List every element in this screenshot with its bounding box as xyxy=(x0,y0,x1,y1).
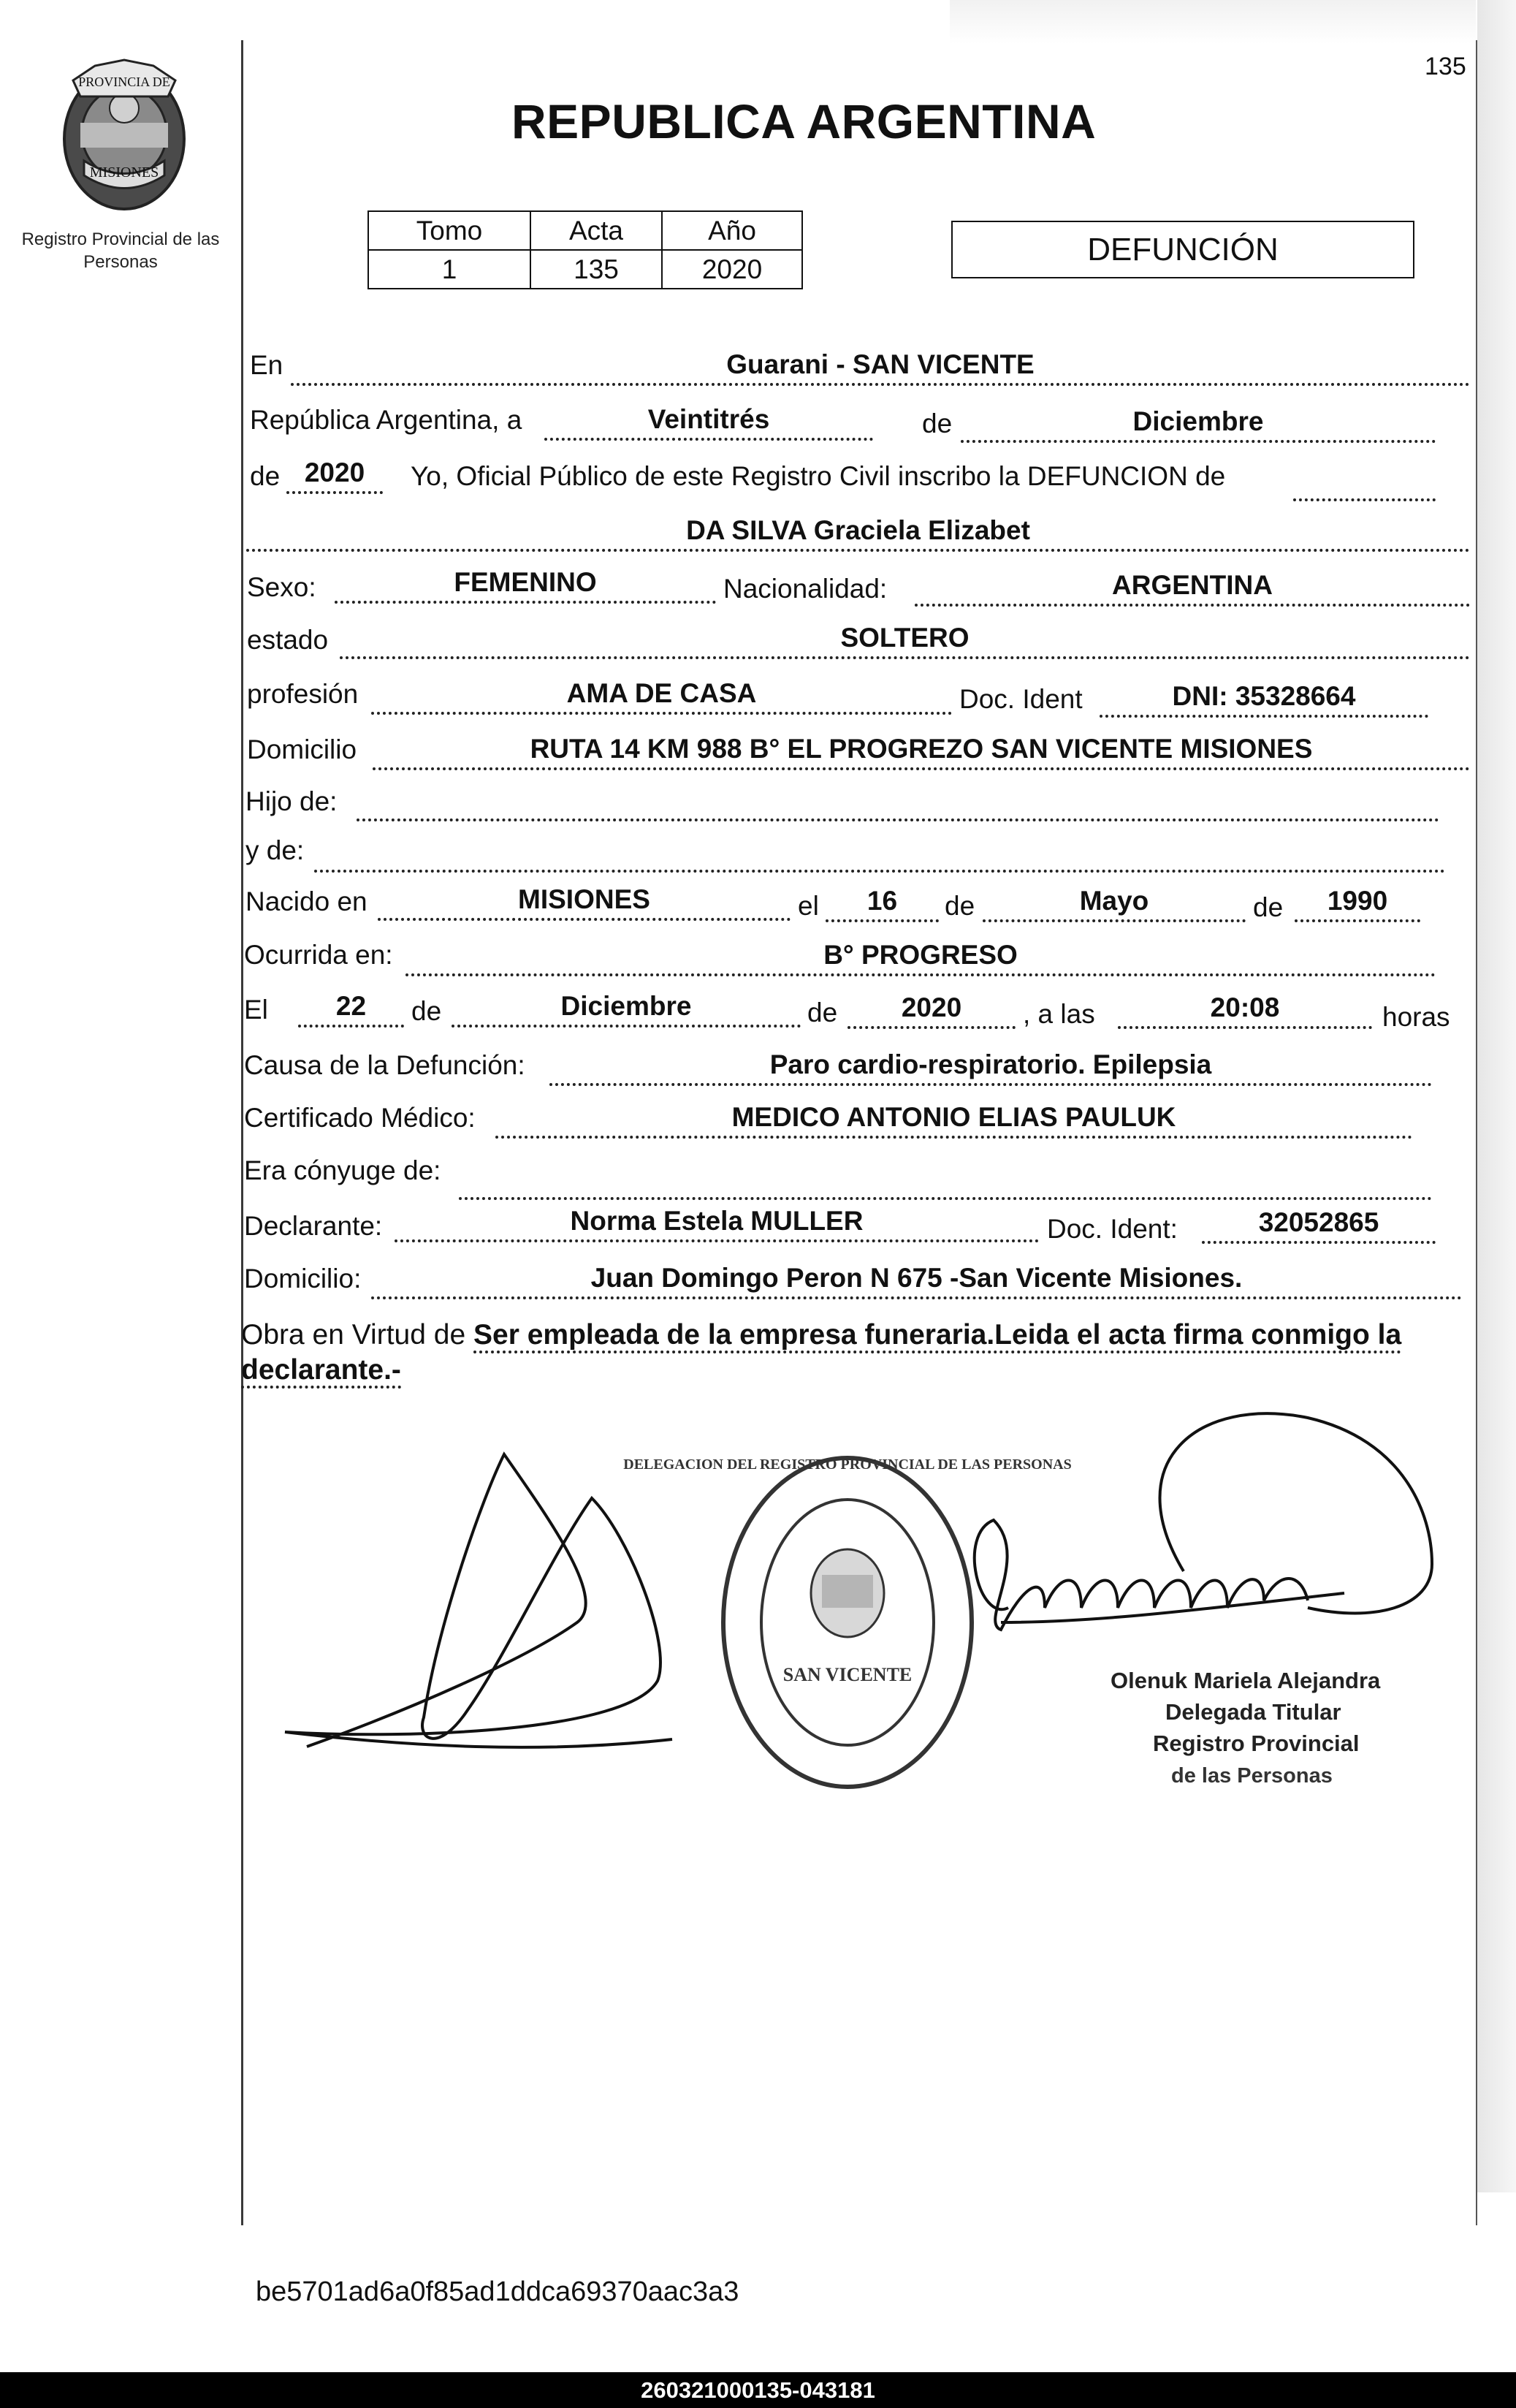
header-anio: Año xyxy=(662,211,802,250)
header-acta: Acta xyxy=(530,211,662,250)
profesion-label: profesión xyxy=(247,679,359,709)
hora-field: 20:08 xyxy=(1118,992,1372,1029)
causa-field: Paro cardio-respiratorio. Epilepsia xyxy=(549,1049,1432,1086)
nac-dia-field: 16 xyxy=(826,886,939,922)
def-mes-field: Diciembre xyxy=(452,991,801,1028)
declarante-label: Declarante: xyxy=(244,1211,383,1241)
left-margin-line xyxy=(241,40,243,2225)
scan-edge-shadow xyxy=(1477,0,1516,2192)
estado-field: SOLTERO xyxy=(340,623,1470,659)
sexo-field: FEMENINO xyxy=(335,567,716,604)
nac-mes-field: Mayo xyxy=(983,886,1246,922)
conyuge-field xyxy=(459,1163,1432,1200)
domicilio-field: RUTA 14 KM 988 B° EL PROGREZO SAN VICENTE MISIONES xyxy=(373,734,1470,770)
document-hash: be5701ad6a0f85ad1ddca69370aac3a3 xyxy=(256,2276,739,2307)
signatory-office-2: de las Personas xyxy=(1171,1764,1333,1788)
signatory-role: Delegada Titular xyxy=(1165,1699,1341,1725)
doc2-field: 32052865 xyxy=(1202,1207,1436,1244)
republica-label: República Argentina, a xyxy=(250,405,522,435)
page-number: 135 xyxy=(1425,53,1466,80)
scan-top-shadow xyxy=(950,0,1476,44)
value-anio: 2020 xyxy=(662,250,802,289)
cert-field: MEDICO ANTONIO ELIAS PAULUK xyxy=(495,1102,1412,1139)
logo-text-top: PROVINCIA DE xyxy=(78,75,170,89)
tomo-acta-anio-table xyxy=(367,210,803,289)
domicilio2-field: Juan Domingo Peron N 675 -San Vicente Misiones. xyxy=(371,1263,1462,1299)
hijo-field xyxy=(357,785,1439,821)
official-stamp xyxy=(723,1458,972,1787)
lugar-field: Guarani - SAN VICENTE xyxy=(291,349,1470,386)
oficial-blank xyxy=(1293,465,1436,501)
conyuge-label: Era cónyuge de: xyxy=(244,1155,441,1185)
stamp-center-text: SAN VICENTE xyxy=(782,1664,913,1685)
value-acta: 135 xyxy=(530,250,662,289)
province-shield-logo xyxy=(51,51,197,212)
de-label-1: de xyxy=(922,409,953,438)
doc2-label: Doc. Ident: xyxy=(1047,1214,1178,1244)
de-label-2: de xyxy=(250,461,281,491)
de-label-4: de xyxy=(1253,892,1284,922)
de-label-6: de xyxy=(807,998,838,1028)
barcode-id: 260321000135-043181 xyxy=(641,2377,875,2403)
cert-label: Certificado Médico: xyxy=(244,1103,476,1133)
right-margin-line xyxy=(1476,40,1477,2225)
horas-label: horas xyxy=(1382,1002,1450,1032)
domicilio2-label: Domicilio: xyxy=(244,1264,362,1294)
doc-label: Doc. Ident xyxy=(959,684,1083,714)
hijo-label: Hijo de: xyxy=(245,786,338,816)
yde-field xyxy=(314,836,1445,873)
oficial-text: Yo, Oficial Público de este Registro Civil inscribo la DEFUNCION de xyxy=(411,461,1226,491)
signatory-name: Olenuk Mariela Alejandra xyxy=(1111,1668,1381,1693)
signature-stamp-area xyxy=(263,1403,1476,1812)
nacionalidad-field: ARGENTINA xyxy=(915,570,1470,607)
record-type-box: DEFUNCIÓN xyxy=(951,221,1414,278)
obra-paragraph xyxy=(241,1318,1465,1388)
nombre-field: DA SILVA Graciela Elizabet xyxy=(246,515,1470,552)
header-tomo: Tomo xyxy=(368,211,530,250)
nacido-lugar-field: MISIONES xyxy=(378,884,791,921)
ocurrida-label: Ocurrida en: xyxy=(244,940,393,970)
official-signature xyxy=(975,1413,1432,1630)
alas-label: , a las xyxy=(1023,999,1095,1029)
signatory-office-1: Registro Provincial xyxy=(1153,1731,1360,1756)
declarante-field: Norma Estela MULLER xyxy=(395,1206,1039,1242)
obra-label: Obra en Virtud de xyxy=(241,1319,466,1351)
mes-field: Diciembre xyxy=(961,406,1436,443)
nacido-label: Nacido en xyxy=(245,886,367,916)
en-label: En xyxy=(250,350,283,380)
causa-label: Causa de la Defunción: xyxy=(244,1050,525,1080)
def-anio-field: 2020 xyxy=(847,992,1016,1029)
doc-field: DNI: 35328664 xyxy=(1100,681,1428,718)
declarante-signature xyxy=(285,1454,672,1747)
value-tomo: 1 xyxy=(368,250,530,289)
el2-label: El xyxy=(244,995,268,1025)
page-title: REPUBLICA ARGENTINA xyxy=(511,94,1097,148)
ocurrida-field: B° PROGRESO xyxy=(405,940,1436,976)
stamp-ring-text: DELEGACION DEL REGISTRO PROVINCIAL DE LAS PERSONAS xyxy=(623,1456,1072,1473)
logo-text-bottom: MISIONES xyxy=(89,164,159,181)
sexo-label: Sexo: xyxy=(247,572,316,602)
obra-text: Ser empleada de la empresa funeraria.Leida el acta firma conmigo la declarante.- xyxy=(241,1319,1401,1389)
nacionalidad-label: Nacionalidad: xyxy=(723,574,888,604)
estado-label: estado xyxy=(247,625,329,655)
profesion-field: AMA DE CASA xyxy=(371,678,952,715)
registry-name: Registro Provincial de las Personas xyxy=(21,229,220,272)
dia-field: Veintitrés xyxy=(544,404,873,441)
el-label: el xyxy=(798,891,819,921)
domicilio-label: Domicilio xyxy=(247,734,357,764)
anio-field: 2020 xyxy=(286,457,383,494)
nac-anio-field: 1990 xyxy=(1295,886,1420,922)
de-label-3: de xyxy=(945,891,975,921)
de-label-5: de xyxy=(411,996,442,1026)
def-dia-field: 22 xyxy=(298,991,404,1028)
yde-label: y de: xyxy=(245,835,305,865)
